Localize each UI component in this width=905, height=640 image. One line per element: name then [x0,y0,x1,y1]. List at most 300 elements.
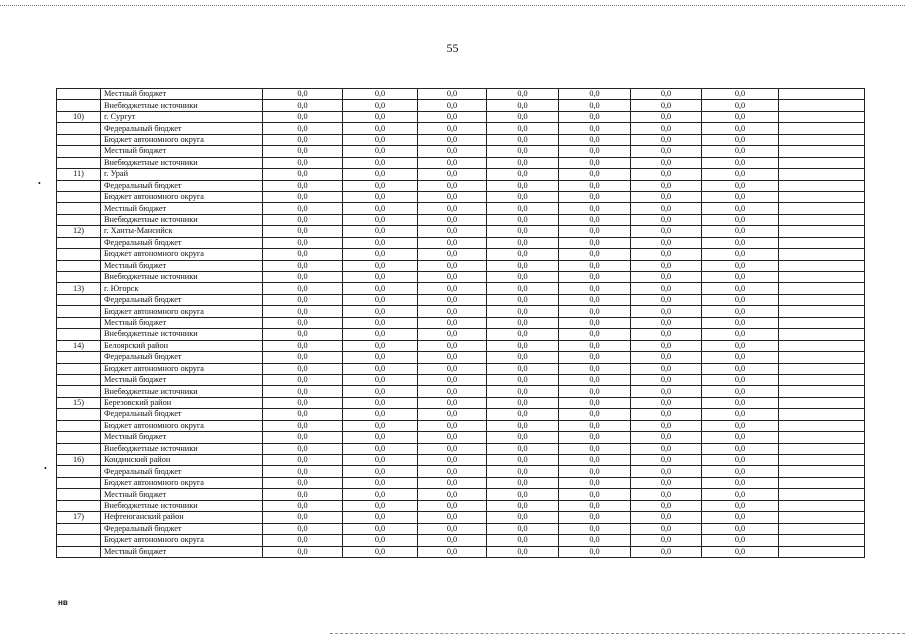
value-cell: 0,0 [487,306,559,317]
value-cell: 0,0 [559,180,631,191]
value-cell: 0,0 [263,157,343,168]
table-row [57,306,865,317]
value-cell: 0,0 [631,329,702,340]
value-cell: 0,0 [631,272,702,283]
row-index [57,237,101,248]
value-cell: 0,0 [702,157,779,168]
value-cell: 0,0 [343,466,418,477]
value-cell: 0,0 [343,146,418,157]
value-cell: 0,0 [343,317,418,328]
value-cell: 0,0 [487,317,559,328]
empty-cell [779,477,865,488]
value-cell: 0,0 [631,455,702,466]
value-cell: 0,0 [702,283,779,294]
value-cell: 0,0 [343,546,418,557]
empty-cell [779,249,865,260]
value-cell: 0,0 [343,397,418,408]
row-label: Бюджет автономного округа [101,306,263,317]
value-cell: 0,0 [631,306,702,317]
value-cell: 0,0 [418,306,487,317]
value-cell: 0,0 [343,237,418,248]
value-cell: 0,0 [559,283,631,294]
row-index [57,363,101,374]
value-cell: 0,0 [702,535,779,546]
value-cell: 0,0 [559,363,631,374]
value-cell: 0,0 [418,157,487,168]
table-row [57,146,865,157]
value-cell: 0,0 [631,432,702,443]
row-index [57,249,101,260]
row-label: Внебюджетные источники [101,386,263,397]
value-cell: 0,0 [559,111,631,122]
value-cell: 0,0 [263,89,343,100]
row-index [57,432,101,443]
value-cell: 0,0 [559,249,631,260]
empty-cell [779,237,865,248]
value-cell: 0,0 [487,432,559,443]
value-cell: 0,0 [263,500,343,511]
value-cell: 0,0 [418,329,487,340]
value-cell: 0,0 [263,386,343,397]
empty-cell [779,500,865,511]
value-cell: 0,0 [343,432,418,443]
value-cell: 0,0 [263,363,343,374]
row-label: Федеральный бюджет [101,180,263,191]
row-index: 13) [57,283,101,294]
value-cell: 0,0 [343,329,418,340]
value-cell: 0,0 [343,443,418,454]
value-cell: 0,0 [702,374,779,385]
value-cell: 0,0 [487,397,559,408]
empty-cell [779,352,865,363]
row-index [57,352,101,363]
value-cell: 0,0 [263,100,343,111]
value-cell: 0,0 [487,352,559,363]
value-cell: 0,0 [631,523,702,534]
value-cell: 0,0 [418,535,487,546]
value-cell: 0,0 [559,272,631,283]
value-cell: 0,0 [631,169,702,180]
scan-speck: • [38,179,41,188]
value-cell: 0,0 [631,352,702,363]
value-cell: 0,0 [702,397,779,408]
value-cell: 0,0 [418,352,487,363]
value-cell: 0,0 [263,306,343,317]
value-cell: 0,0 [418,260,487,271]
value-cell: 0,0 [487,420,559,431]
value-cell: 0,0 [263,123,343,134]
row-index: 11) [57,169,101,180]
table-row [57,420,865,431]
value-cell: 0,0 [559,226,631,237]
row-label: Бюджет автономного округа [101,191,263,202]
value-cell: 0,0 [631,420,702,431]
value-cell: 0,0 [559,317,631,328]
value-cell: 0,0 [343,100,418,111]
value-cell: 0,0 [343,134,418,145]
row-index [57,386,101,397]
value-cell: 0,0 [702,100,779,111]
value-cell: 0,0 [487,226,559,237]
table-row [57,477,865,488]
value-cell: 0,0 [702,226,779,237]
row-index [57,180,101,191]
value-cell: 0,0 [631,123,702,134]
value-cell: 0,0 [559,306,631,317]
scan-speck: • [44,464,47,473]
table-row [57,340,865,351]
empty-cell [779,374,865,385]
value-cell: 0,0 [343,283,418,294]
value-cell: 0,0 [418,500,487,511]
value-cell: 0,0 [487,123,559,134]
value-cell: 0,0 [559,535,631,546]
value-cell: 0,0 [343,191,418,202]
value-cell: 0,0 [418,169,487,180]
scan-bottom-edge [330,633,905,634]
value-cell: 0,0 [343,249,418,260]
row-index [57,535,101,546]
row-index [57,89,101,100]
row-label: Местный бюджет [101,489,263,500]
empty-cell [779,306,865,317]
row-index [57,443,101,454]
value-cell: 0,0 [702,191,779,202]
value-cell: 0,0 [343,455,418,466]
value-cell: 0,0 [702,111,779,122]
empty-cell [779,283,865,294]
row-index [57,420,101,431]
table-row [57,134,865,145]
table-row [57,169,865,180]
value-cell: 0,0 [631,535,702,546]
value-cell: 0,0 [559,352,631,363]
value-cell: 0,0 [418,477,487,488]
value-cell: 0,0 [487,340,559,351]
value-cell: 0,0 [559,477,631,488]
value-cell: 0,0 [702,489,779,500]
table-row [57,294,865,305]
value-cell: 0,0 [702,317,779,328]
value-cell: 0,0 [702,272,779,283]
value-cell: 0,0 [559,329,631,340]
empty-cell [779,432,865,443]
row-index [57,329,101,340]
value-cell: 0,0 [343,169,418,180]
value-cell: 0,0 [263,237,343,248]
value-cell: 0,0 [702,180,779,191]
row-index [57,317,101,328]
value-cell: 0,0 [263,546,343,557]
value-cell: 0,0 [343,180,418,191]
value-cell: 0,0 [702,455,779,466]
value-cell: 0,0 [343,89,418,100]
empty-cell [779,443,865,454]
value-cell: 0,0 [631,409,702,420]
row-label: Федеральный бюджет [101,352,263,363]
row-label: Березовский район [101,397,263,408]
value-cell: 0,0 [559,237,631,248]
value-cell: 0,0 [631,226,702,237]
value-cell: 0,0 [263,420,343,431]
row-label: Бюджет автономного округа [101,249,263,260]
row-index: 12) [57,226,101,237]
value-cell: 0,0 [702,306,779,317]
value-cell: 0,0 [487,535,559,546]
row-label: Белоярский район [101,340,263,351]
value-cell: 0,0 [418,89,487,100]
row-label: Внебюджетные источники [101,214,263,225]
value-cell: 0,0 [702,214,779,225]
value-cell: 0,0 [487,477,559,488]
row-label: Внебюджетные источники [101,157,263,168]
row-label: Федеральный бюджет [101,466,263,477]
value-cell: 0,0 [418,100,487,111]
row-label: Федеральный бюджет [101,294,263,305]
row-label: Внебюджетные источники [101,500,263,511]
value-cell: 0,0 [418,443,487,454]
value-cell: 0,0 [487,214,559,225]
value-cell: 0,0 [263,260,343,271]
table-row [57,237,865,248]
value-cell: 0,0 [418,317,487,328]
value-cell: 0,0 [631,374,702,385]
value-cell: 0,0 [487,272,559,283]
row-index [57,374,101,385]
value-cell: 0,0 [418,455,487,466]
value-cell: 0,0 [343,420,418,431]
value-cell: 0,0 [418,374,487,385]
value-cell: 0,0 [343,535,418,546]
table-row [57,100,865,111]
value-cell: 0,0 [343,272,418,283]
value-cell: 0,0 [487,523,559,534]
value-cell: 0,0 [559,397,631,408]
row-label: Бюджет автономного округа [101,477,263,488]
value-cell: 0,0 [343,477,418,488]
table-row [57,397,865,408]
value-cell: 0,0 [263,294,343,305]
value-cell: 0,0 [343,203,418,214]
value-cell: 0,0 [418,432,487,443]
empty-cell [779,317,865,328]
value-cell: 0,0 [418,340,487,351]
value-cell: 0,0 [263,134,343,145]
value-cell: 0,0 [559,466,631,477]
table-row [57,260,865,271]
value-cell: 0,0 [418,386,487,397]
table-row [57,111,865,122]
value-cell: 0,0 [263,409,343,420]
row-index [57,500,101,511]
row-label: Местный бюджет [101,203,263,214]
row-index: 15) [57,397,101,408]
value-cell: 0,0 [263,397,343,408]
value-cell: 0,0 [631,146,702,157]
row-label: Внебюджетные источники [101,272,263,283]
empty-cell [779,397,865,408]
value-cell: 0,0 [418,283,487,294]
value-cell: 0,0 [263,523,343,534]
value-cell: 0,0 [263,283,343,294]
table-row [57,214,865,225]
row-index [57,489,101,500]
row-index: 17) [57,512,101,523]
empty-cell [779,111,865,122]
row-label: г. Урай [101,169,263,180]
value-cell: 0,0 [559,191,631,202]
value-cell: 0,0 [631,237,702,248]
value-cell: 0,0 [263,317,343,328]
value-cell: 0,0 [631,89,702,100]
value-cell: 0,0 [702,169,779,180]
value-cell: 0,0 [343,123,418,134]
value-cell: 0,0 [263,329,343,340]
table-row [57,123,865,134]
value-cell: 0,0 [487,203,559,214]
table-row [57,489,865,500]
value-cell: 0,0 [702,134,779,145]
value-cell: 0,0 [263,226,343,237]
value-cell: 0,0 [263,180,343,191]
value-cell: 0,0 [559,134,631,145]
empty-cell [779,386,865,397]
value-cell: 0,0 [631,466,702,477]
value-cell: 0,0 [487,443,559,454]
page-number: 55 [446,41,459,55]
value-cell: 0,0 [559,157,631,168]
value-cell: 0,0 [702,363,779,374]
value-cell: 0,0 [418,489,487,500]
value-cell: 0,0 [343,489,418,500]
table-row [57,180,865,191]
value-cell: 0,0 [559,409,631,420]
value-cell: 0,0 [559,420,631,431]
value-cell: 0,0 [559,489,631,500]
row-label: Внебюджетные источники [101,443,263,454]
value-cell: 0,0 [263,272,343,283]
value-cell: 0,0 [263,466,343,477]
empty-cell [779,226,865,237]
value-cell: 0,0 [631,180,702,191]
value-cell: 0,0 [418,363,487,374]
empty-cell [779,466,865,477]
value-cell: 0,0 [263,432,343,443]
empty-cell [779,169,865,180]
value-cell: 0,0 [343,157,418,168]
row-index [57,100,101,111]
value-cell: 0,0 [702,294,779,305]
value-cell: 0,0 [631,249,702,260]
value-cell: 0,0 [487,455,559,466]
table-row [57,443,865,454]
value-cell: 0,0 [487,191,559,202]
value-cell: 0,0 [631,214,702,225]
value-cell: 0,0 [702,203,779,214]
value-cell: 0,0 [487,237,559,248]
value-cell: 0,0 [702,123,779,134]
value-cell: 0,0 [702,249,779,260]
row-index [57,409,101,420]
value-cell: 0,0 [487,466,559,477]
value-cell: 0,0 [418,146,487,157]
value-cell: 0,0 [487,329,559,340]
row-label: Местный бюджет [101,89,263,100]
value-cell: 0,0 [631,157,702,168]
row-label: Местный бюджет [101,432,263,443]
value-cell: 0,0 [487,283,559,294]
value-cell: 0,0 [559,89,631,100]
value-cell: 0,0 [343,409,418,420]
empty-cell [779,180,865,191]
table-row [57,455,865,466]
empty-cell [779,535,865,546]
value-cell: 0,0 [418,203,487,214]
table-row [57,203,865,214]
value-cell: 0,0 [343,306,418,317]
value-cell: 0,0 [418,409,487,420]
value-cell: 0,0 [487,386,559,397]
value-cell: 0,0 [559,546,631,557]
value-cell: 0,0 [263,535,343,546]
empty-cell [779,203,865,214]
empty-cell [779,100,865,111]
row-index [57,214,101,225]
value-cell: 0,0 [343,363,418,374]
value-cell: 0,0 [343,386,418,397]
value-cell: 0,0 [418,523,487,534]
table-row [57,317,865,328]
row-label: Местный бюджет [101,260,263,271]
row-index: 14) [57,340,101,351]
row-label: Бюджет автономного округа [101,535,263,546]
row-label: г. Югорск [101,283,263,294]
empty-cell [779,340,865,351]
value-cell: 0,0 [559,512,631,523]
value-cell: 0,0 [631,489,702,500]
value-cell: 0,0 [418,420,487,431]
row-index [57,272,101,283]
value-cell: 0,0 [263,340,343,351]
budget-table [56,88,865,558]
value-cell: 0,0 [559,123,631,134]
table-row [57,374,865,385]
empty-cell [779,294,865,305]
value-cell: 0,0 [418,214,487,225]
table-row [57,329,865,340]
empty-cell [779,157,865,168]
value-cell: 0,0 [631,191,702,202]
value-cell: 0,0 [418,123,487,134]
value-cell: 0,0 [263,169,343,180]
row-label: Бюджет автономного округа [101,420,263,431]
value-cell: 0,0 [559,523,631,534]
value-cell: 0,0 [418,512,487,523]
row-index [57,134,101,145]
value-cell: 0,0 [487,180,559,191]
value-cell: 0,0 [702,477,779,488]
table-row [57,89,865,100]
value-cell: 0,0 [263,146,343,157]
value-cell: 0,0 [487,374,559,385]
value-cell: 0,0 [263,443,343,454]
value-cell: 0,0 [263,203,343,214]
value-cell: 0,0 [631,386,702,397]
value-cell: 0,0 [487,134,559,145]
table-row [57,523,865,534]
value-cell: 0,0 [487,100,559,111]
value-cell: 0,0 [263,489,343,500]
